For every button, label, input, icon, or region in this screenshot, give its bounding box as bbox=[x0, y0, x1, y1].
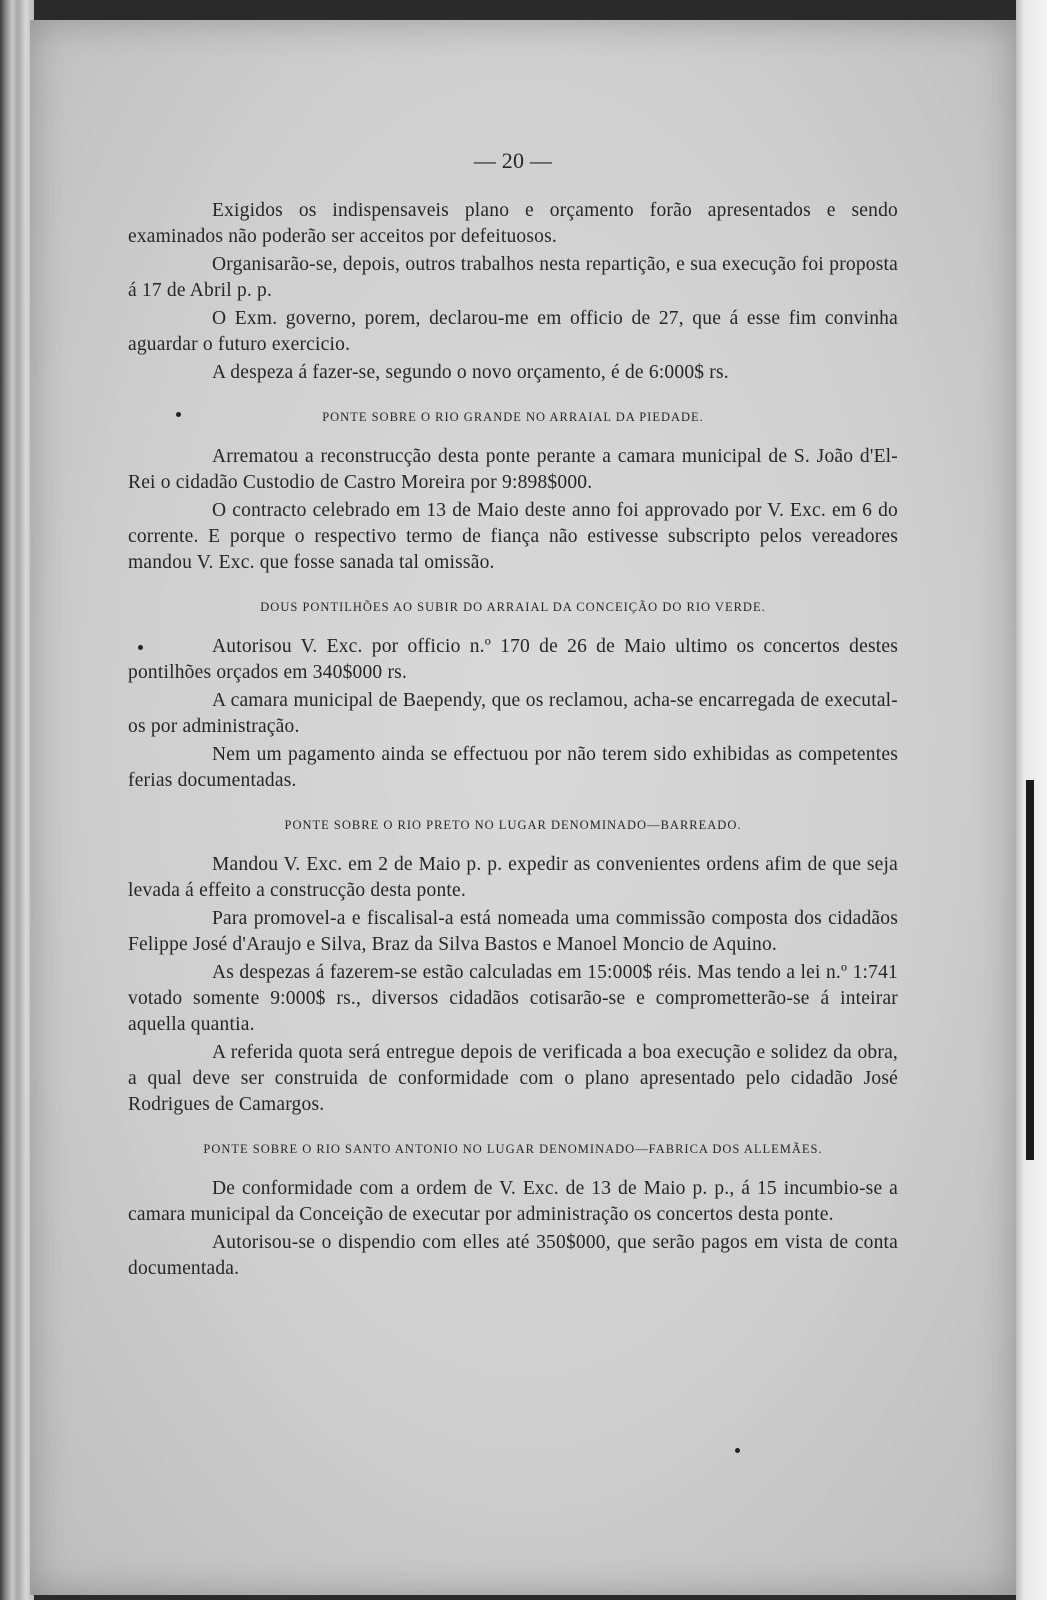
paragraph: O Exm. governo, porem, declarou-me em officio de 27, que á esse fim convinha aguardar o futuro exercicio. bbox=[128, 308, 898, 355]
page-number: — 20 — bbox=[473, 148, 553, 173]
scan-dark-bar bbox=[1026, 780, 1034, 1160]
section-heading: PONTE SOBRE O RIO SANTO ANTONIO NO LUGAR DENOMINADO—FABRICA DOS ALLEMÃES. bbox=[203, 1142, 823, 1156]
paragraph: De conformidade com a ordem de V. Exc. de 13 de Maio p. p., á 15 incumbio-se a camara municipal da Conceição de executar por administração os concertos desta ponte. bbox=[128, 1178, 898, 1225]
section-heading: PONTE SOBRE O RIO GRANDE NO ARRAIAL DA PIEDADE. bbox=[322, 410, 704, 424]
paragraph: A referida quota será entregue depois de verificada a boa execução e solidez da obra, a qual deve ser construida de conformidade com o plano apresentado pelo cidadão José Rodrigues de Camargos. bbox=[128, 1042, 898, 1115]
paragraph: Nem um pagamento ainda se effectuou por não terem sido exhibidas as competentes ferias documentadas. bbox=[128, 744, 898, 791]
ink-speck bbox=[735, 1448, 740, 1453]
paragraph: Organisarão-se, depois, outros trabalhos nesta repartição, e sua execução foi proposta á 17 de Abril p. p. bbox=[128, 254, 898, 301]
book-spine-edge bbox=[0, 0, 34, 1600]
section-heading: PONTE SOBRE O RIO PRETO NO LUGAR DENOMINADO—BARREADO. bbox=[284, 818, 742, 832]
paragraph: Autorisou V. Exc. por officio n.º 170 de 26 de Maio ultimo os concertos destes pontilhões orçados em 340$000 rs. bbox=[128, 636, 898, 683]
page-text bbox=[128, 148, 898, 1282]
paragraph: Mandou V. Exc. em 2 de Maio p. p. expedir as convenientes ordens afim de que seja levada á effeito a construcção desta ponte. bbox=[128, 854, 898, 901]
paragraph: A camara municipal de Baependy, que os reclamou, acha-se encarregada de executal-os por administração. bbox=[128, 690, 898, 737]
paragraph: Autorisou-se o dispendio com elles até 350$000, que serão pagos em vista de conta documentada. bbox=[128, 1232, 898, 1279]
paragraph: Exigidos os indispensaveis plano e orçamento forão apresentados e sendo examinados não poderão ser acceitos por defeituosos. bbox=[128, 200, 898, 247]
paragraph: Para promovel-a e fiscalisal-a está nomeada uma commissão composta dos cidadãos Felippe José d'Araujo e Silva, Braz da Silva Bastos e Manoel Moncio de Aquino. bbox=[128, 908, 898, 955]
paragraph: O contracto celebrado em 13 de Maio deste anno foi approvado por V. Exc. em 6 do corrente. E porque o respectivo termo de fiança não estivesse subscripto pelos vereadores mandou V. Exc. que fosse sanada tal omissão. bbox=[128, 500, 898, 573]
section-heading: DOUS PONTILHÕES AO SUBIR DO ARRAIAL DA CONCEIÇÃO DO RIO VERDE. bbox=[260, 600, 766, 614]
paragraph: A despeza á fazer-se, segundo o novo orçamento, é de 6:000$ rs. bbox=[212, 362, 729, 383]
paragraph: Arrematou a reconstrucção desta ponte perante a camara municipal de S. João d'El-Rei o cidadão Custodio de Castro Moreira por 9:898$000. bbox=[128, 446, 898, 493]
paragraph: As despezas á fazerem-se estão calculadas em 15:000$ réis. Mas tendo a lei n.º 1:741 votado somente 9:000$ rs., diversos cidadãos cotisarão-se e comprometterão-se á inteirar aquella quantia. bbox=[128, 962, 898, 1035]
scan-right-margin bbox=[1016, 0, 1047, 1600]
